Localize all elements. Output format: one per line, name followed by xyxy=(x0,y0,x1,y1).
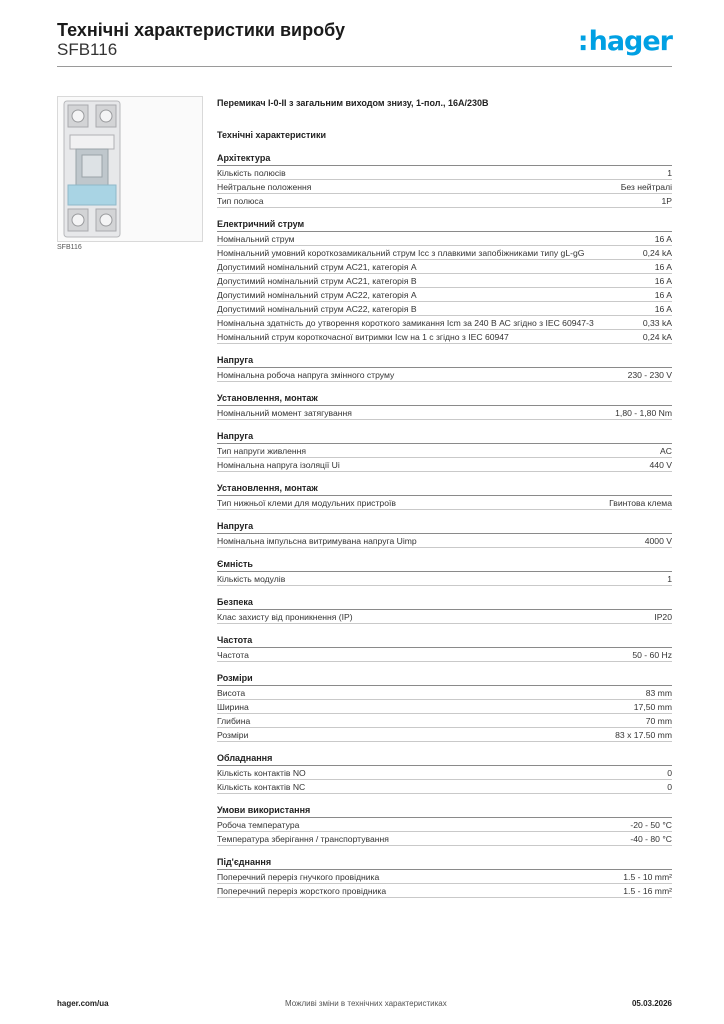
spec-value: 83 mm xyxy=(645,688,672,698)
spec-section xyxy=(217,353,672,382)
section-title: Установлення, монтаж xyxy=(217,391,672,406)
spec-value: 0,24 kA xyxy=(642,332,672,342)
spec-value: Без нейтралі xyxy=(620,182,672,192)
spec-row xyxy=(217,572,672,586)
spec-value: 0 xyxy=(667,768,672,778)
spec-row xyxy=(217,260,672,274)
spec-value: 1.5 - 10 mm² xyxy=(623,872,672,882)
spec-section xyxy=(217,803,672,846)
product-description: Перемикач I-0-II з загальним виходом знизу, 1-пол., 16А/230В xyxy=(217,98,489,108)
spec-label: Частота xyxy=(217,650,249,660)
spec-label: Кількість полюсів xyxy=(217,168,286,178)
spec-value: 1 xyxy=(667,168,672,178)
spec-section xyxy=(217,557,672,586)
spec-value: 440 V xyxy=(649,460,672,470)
section-title: Архітектура xyxy=(217,151,672,166)
spec-label: Ширина xyxy=(217,702,249,712)
section-title: Обладнання xyxy=(217,751,672,766)
spec-value: 4000 V xyxy=(644,536,672,546)
spec-label: Допустимий номінальний струм AC21, категорія A xyxy=(217,262,417,272)
spec-value: 70 mm xyxy=(645,716,672,726)
spec-row xyxy=(217,700,672,714)
spec-value: 50 - 60 Hz xyxy=(632,650,672,660)
spec-label: Номінальний момент затягування xyxy=(217,408,352,418)
spec-label: Номінальний умовний короткозамикальний струм Icc з плавкими запобіжниками типу gL-gG xyxy=(217,248,585,258)
spec-sections xyxy=(217,151,672,898)
spec-label: Номінальний струм короткочасної витримки Icw на 1 с згідно з IEC 60947 xyxy=(217,332,509,342)
spec-label: Поперечний переріз гнучкого провідника xyxy=(217,872,380,882)
section-title: Напруга xyxy=(217,429,672,444)
header-divider xyxy=(57,66,672,67)
spec-value: 16 A xyxy=(654,234,672,244)
spec-value: -20 - 50 °C xyxy=(630,820,672,830)
spec-label: Тип полюса xyxy=(217,196,264,206)
spec-row xyxy=(217,648,672,662)
spec-section xyxy=(217,595,672,624)
spec-label: Тип напруги живлення xyxy=(217,446,307,456)
spec-section xyxy=(217,633,672,662)
section-title: Ємність xyxy=(217,557,672,572)
spec-label: Тип нижньої клеми для модульних пристроїв xyxy=(217,498,396,508)
spec-label: Номінальна робоча напруга змінного струму xyxy=(217,370,395,380)
spec-label: Номінальна здатність до утворення короткого замикання Icm за 240 В АС згідно з IEC 60947-3 xyxy=(217,318,594,328)
spec-value: 83 x 17.50 mm xyxy=(615,730,672,740)
spec-label: Нейтральне положення xyxy=(217,182,312,192)
circuit-switch-icon xyxy=(58,97,202,241)
spec-value: Гвинтова клема xyxy=(609,498,672,508)
spec-row xyxy=(217,274,672,288)
spec-label: Розміри xyxy=(217,730,249,740)
section-title: Умови використання xyxy=(217,803,672,818)
spec-row xyxy=(217,316,672,330)
spec-label: Номінальна імпульсна витримувана напруга Uimp xyxy=(217,536,417,546)
spec-label: Температура зберігання / транспортування xyxy=(217,834,389,844)
spec-row xyxy=(217,288,672,302)
spec-label: Номінальний струм xyxy=(217,234,295,244)
product-code: SFB116 xyxy=(57,40,118,59)
spec-row xyxy=(217,686,672,700)
spec-value: 16 A xyxy=(654,262,672,272)
spec-row xyxy=(217,818,672,832)
spec-row xyxy=(217,444,672,458)
spec-section xyxy=(217,481,672,510)
spec-row xyxy=(217,166,672,180)
spec-value: -40 - 80 °C xyxy=(630,834,672,844)
spec-value: 16 A xyxy=(654,304,672,314)
spec-label: Кількість контактів NO xyxy=(217,768,306,778)
spec-label: Висота xyxy=(217,688,246,698)
spec-row xyxy=(217,884,672,898)
spec-value: 16 A xyxy=(654,276,672,286)
spec-section xyxy=(217,671,672,742)
spec-label: Допустимий номінальний струм AC22, категорія B xyxy=(217,304,417,314)
logo-text: hager xyxy=(588,26,672,57)
spec-section xyxy=(217,519,672,548)
spec-row xyxy=(217,302,672,316)
spec-row xyxy=(217,330,672,344)
spec-row xyxy=(217,766,672,780)
section-title: Електричний струм xyxy=(217,217,672,232)
spec-row xyxy=(217,496,672,510)
spec-value: 0,24 kA xyxy=(642,248,672,258)
spec-label: Глибина xyxy=(217,716,251,726)
spec-label: Робоча температура xyxy=(217,820,300,830)
product-image xyxy=(57,96,203,242)
spec-value: 0 xyxy=(667,782,672,792)
page-title: Технічні характеристики виробу xyxy=(57,20,345,40)
spec-section xyxy=(217,751,672,794)
section-title: Розміри xyxy=(217,671,672,686)
tech-specs-title: Технічні характеристики xyxy=(217,130,326,140)
spec-row xyxy=(217,610,672,624)
spec-row xyxy=(217,728,672,742)
spec-content xyxy=(217,96,672,898)
section-title: Напруга xyxy=(217,519,672,534)
spec-value: 0,33 kA xyxy=(642,318,672,328)
spec-value: 230 - 230 V xyxy=(627,370,672,380)
spec-label: Кількість модулів xyxy=(217,574,286,584)
section-title: Під'єднання xyxy=(217,855,672,870)
spec-row xyxy=(217,406,672,420)
footer-website: hager.com/ua xyxy=(57,999,109,1008)
spec-label: Клас захисту від проникнення (IP) xyxy=(217,612,353,622)
hager-logo xyxy=(578,26,672,57)
spec-label: Допустимий номінальний струм AC22, категорія A xyxy=(217,290,417,300)
spec-row xyxy=(217,180,672,194)
spec-row xyxy=(217,246,672,260)
spec-value: IP20 xyxy=(654,612,672,622)
spec-section xyxy=(217,429,672,472)
spec-row xyxy=(217,870,672,884)
section-title: Установлення, монтаж xyxy=(217,481,672,496)
section-title: Безпека xyxy=(217,595,672,610)
footer-date: 05.03.2026 xyxy=(631,999,672,1008)
spec-value: 1P xyxy=(661,196,672,206)
spec-section xyxy=(217,855,672,898)
section-title: Частота xyxy=(217,633,672,648)
spec-value: 1 xyxy=(667,574,672,584)
spec-row xyxy=(217,232,672,246)
spec-label: Кількість контактів NC xyxy=(217,782,306,792)
section-title: Напруга xyxy=(217,353,672,368)
spec-value: 1.5 - 16 mm² xyxy=(623,886,672,896)
logo-dots-icon: : xyxy=(577,26,588,57)
spec-value: 17,50 mm xyxy=(633,702,672,712)
spec-row xyxy=(217,832,672,846)
spec-label: Номінальна напруга ізоляції Ui xyxy=(217,460,340,470)
image-caption: SFB116 xyxy=(57,244,82,251)
spec-row xyxy=(217,534,672,548)
spec-section xyxy=(217,391,672,420)
spec-row xyxy=(217,714,672,728)
spec-row xyxy=(217,194,672,208)
spec-value: 16 A xyxy=(654,290,672,300)
footer-disclaimer: Можливі зміни в технічних характеристиках xyxy=(285,999,447,1008)
spec-section xyxy=(217,217,672,344)
spec-row xyxy=(217,458,672,472)
spec-label: Допустимий номінальний струм AC21, категорія B xyxy=(217,276,417,286)
spec-row xyxy=(217,780,672,794)
spec-label: Поперечний переріз жорсткого провідника xyxy=(217,886,387,896)
spec-section xyxy=(217,151,672,208)
spec-value: AC xyxy=(660,446,672,456)
spec-row xyxy=(217,368,672,382)
spec-value: 1,80 - 1,80 Nm xyxy=(615,408,672,418)
